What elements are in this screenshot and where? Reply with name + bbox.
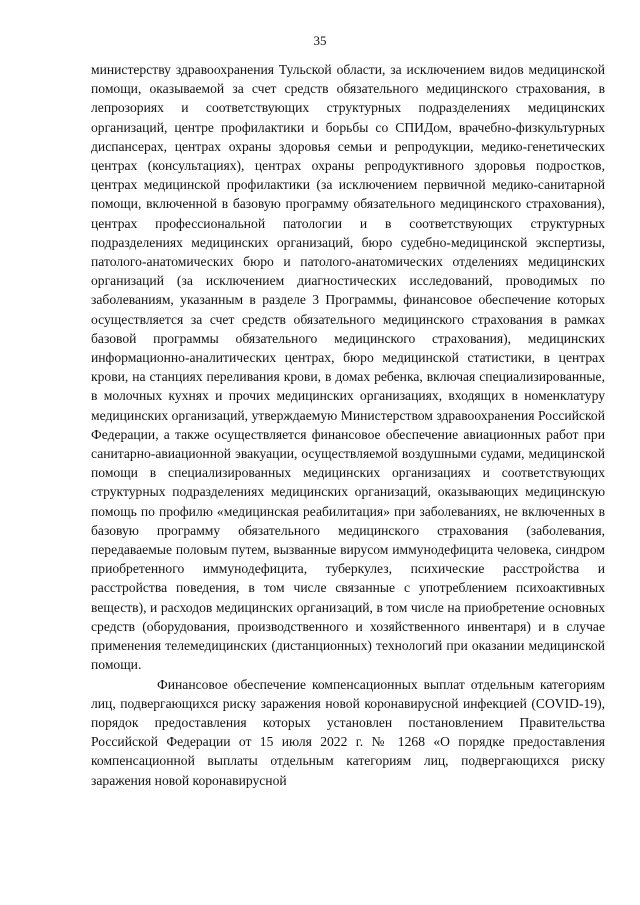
page-number: 35 (313, 33, 327, 48)
paragraph-continuation: министерству здравоохранения Тульской области, за исключением видов медицинской помощи, оказываемой за счет средств обязательного медицинского страхования, в лепрозориях и соответствующих структурных подразделениях медицинских организаций, центре профилактики и борьбы со СПИДом, врачебно-физкультурных диспансерах, центрах охраны здоровья семьи и репродукции, медико-генетических центрах (консультациях), центрах охраны репродуктивного здоровья подростков, центрах медицинской профилактики (за исключением первичной медико-санитарной помощи, включенной в базовую программу обязательного медицинского страхования), центрах профессиональной патологии и в соответствующих структурных подразделениях медицинских организаций, бюро судебно-медицинской экспертизы, патолого-анатомических бюро и патолого-анатомических отделениях медицинских организаций (за исключением диагностических исследований, проводимых по заболеваниям, указанным в разделе 3 Программы, финансовое обеспечение которых осуществляется за счет средств обязательного медицинского страхования в рамках базовой программы обязательного медицинского страхования), медицинских информационно-аналитических центрах, бюро медицинской статистики, в центрах крови, на станциях переливания крови, в домах ребенка, включая специализированные, в молочных кухнях и прочих медицинских организациях, входящих в номенклатуру медицинских организаций, утверждаемую Министерством здравоохранения Российской Федерации, а также осуществляется финансовое обеспечение авиационных работ при санитарно-авиационной эвакуации, осуществляемой воздушными судами, медицинской помощи в специализированных медицинских организациях и соответствующих структурных подразделениях медицинских организаций, оказывающих медицинскую помощь по профилю «медицинская реабилитация» при заболеваниях, не включенных в базовую программу обязательного медицинского страхования (заболевания, передаваемые половым путем, вызванные вирусом иммунодефицита человека, синдром приобретенного иммунодефицита, туберкулез, психические расстройства и расстройства поведения, в том числе связанные с употреблением психоактивных веществ), и расходов медицинских организаций, в том числе на приобретение основных средств (оборудования, производственного и хозяйственного инвентаря) и в случае применения телемедицинских (дистанционных) технологий при оказании медицинской помощи. (91, 62, 605, 673)
body-text (91, 60, 605, 790)
paragraph-compensation-payments: Финансовое обеспечение компенсационных выплат отдельным категориям лиц, подвергающихся риску заражения новой коронавирусной инфекцией (COVID-19), порядок предоставления которых установлен постановлением Правительства Российской Федерации от 15 июля 2022 г. № 1268 «О порядке предоставления компенсационной выплаты отдельным категориям лиц, подвергающихся риску заражения новой коронавирусной (91, 676, 605, 788)
